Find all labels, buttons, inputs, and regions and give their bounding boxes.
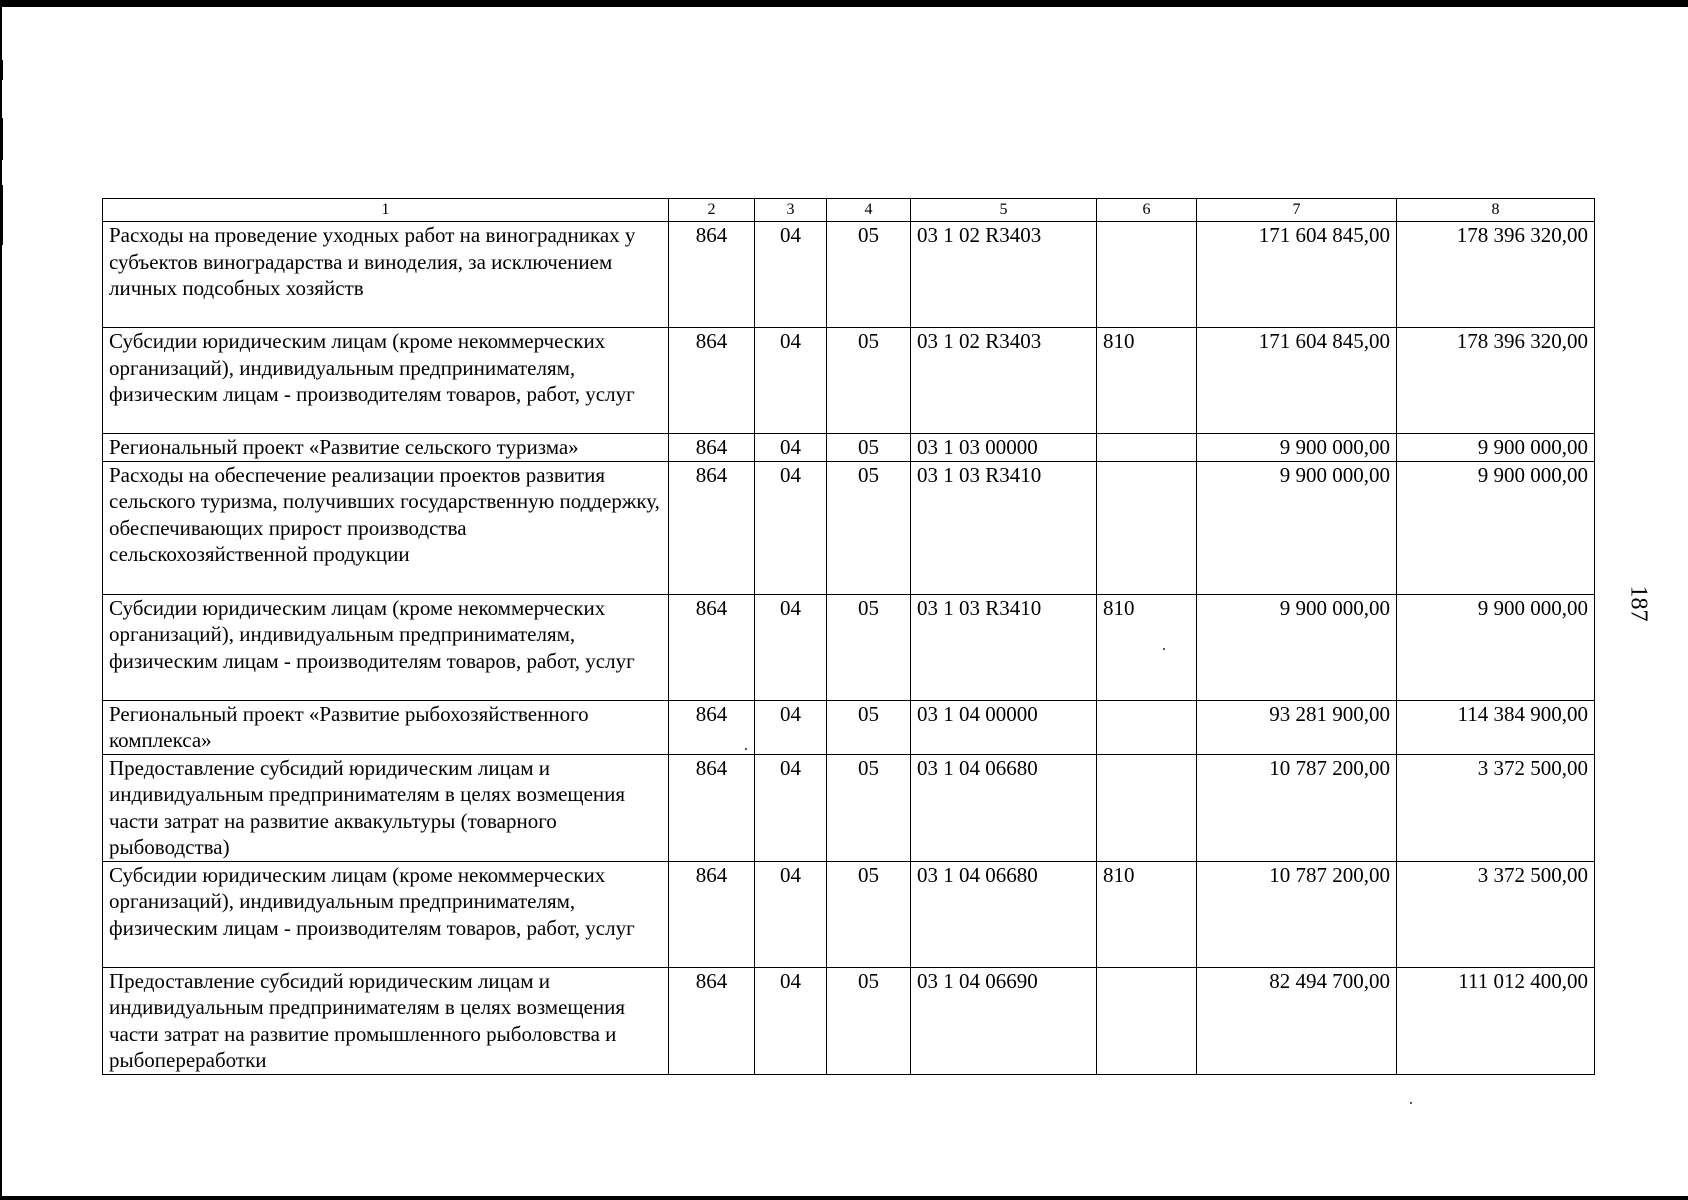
expense-name: Субсидии юридическим лицам (кроме некоммерческих организаций), индивидуальным предпринимателям, физическим лицам - производителям товаров, работ, услуг (103, 594, 669, 700)
target-article-code: 03 1 02 R3403 (911, 222, 1097, 328)
grbs-code: 864 (669, 594, 755, 700)
expense-name: Региональный проект «Развитие рыбохозяйственного комплекса» (103, 700, 669, 754)
table-row (103, 594, 1595, 700)
subsection-code: 05 (827, 328, 911, 434)
expense-type-code (1097, 700, 1197, 754)
expense-type-code (1097, 434, 1197, 462)
scan-border-bottom (0, 1196, 1688, 1200)
section-code: 04 (755, 461, 827, 594)
table-row (103, 434, 1595, 462)
scan-tick (0, 118, 3, 160)
amount-year-1: 10 787 200,00 (1197, 861, 1397, 967)
expense-type-code (1097, 461, 1197, 594)
expense-type-code (1097, 754, 1197, 861)
amount-year-1: 171 604 845,00 (1197, 222, 1397, 328)
column-header: 5 (911, 199, 1097, 222)
scan-border-left (0, 0, 2, 1200)
expense-name: Субсидии юридическим лицам (кроме некоммерческих организаций), индивидуальным предпринимателям, физическим лицам - производителям товаров, работ, услуг (103, 861, 669, 967)
target-article-code: 03 1 03 R3410 (911, 594, 1097, 700)
target-article-code: 03 1 04 06680 (911, 861, 1097, 967)
scan-border-top (0, 0, 1688, 7)
grbs-code: 864 (669, 861, 755, 967)
amount-year-1: 171 604 845,00 (1197, 328, 1397, 434)
expense-name: Расходы на обеспечение реализации проектов развития сельского туризма, получивших государственную поддержку, обеспечивающих прирост производства сельскохозяйственной продукции (103, 461, 669, 594)
section-code: 04 (755, 967, 827, 1074)
section-code: 04 (755, 700, 827, 754)
grbs-code: 864 (669, 328, 755, 434)
table-row (103, 328, 1595, 434)
column-header: 7 (1197, 199, 1397, 222)
amount-year-2: 111 012 400,00 (1397, 967, 1595, 1074)
grbs-code: 864 (669, 700, 755, 754)
section-code: 04 (755, 222, 827, 328)
amount-year-2: 114 384 900,00 (1397, 700, 1595, 754)
expense-name: Субсидии юридическим лицам (кроме некоммерческих организаций), индивидуальным предпринимателям, физическим лицам - производителям товаров, работ, услуг (103, 328, 669, 434)
column-header: 4 (827, 199, 911, 222)
section-code: 04 (755, 754, 827, 861)
amount-year-2: 178 396 320,00 (1397, 328, 1595, 434)
subsection-code: 05 (827, 222, 911, 328)
expense-name: Расходы на проведение уходных работ на виноградниках у субъектов виноградарства и виноделия, за исключением личных подсобных хозяйств (103, 222, 669, 328)
expense-type-code (1097, 967, 1197, 1074)
subsection-code: 05 (827, 700, 911, 754)
table-row (103, 754, 1595, 861)
expense-name: Предоставление субсидий юридическим лицам и индивидуальным предпринимателям в целях возмещения части затрат на развитие промышленного рыболовства и рыбопереработки (103, 967, 669, 1074)
amount-year-2: 3 372 500,00 (1397, 754, 1595, 861)
target-article-code: 03 1 04 06680 (911, 754, 1097, 861)
amount-year-1: 9 900 000,00 (1197, 461, 1397, 594)
column-header: 8 (1397, 199, 1595, 222)
amount-year-2: 9 900 000,00 (1397, 434, 1595, 462)
subsection-code: 05 (827, 594, 911, 700)
budget-table (102, 198, 1595, 1075)
target-article-code: 03 1 03 R3410 (911, 461, 1097, 594)
subsection-code: 05 (827, 461, 911, 594)
expense-type-code: 810 (1097, 861, 1197, 967)
table-row (103, 967, 1595, 1074)
amount-year-2: 9 900 000,00 (1397, 461, 1595, 594)
amount-year-1: 9 900 000,00 (1197, 594, 1397, 700)
target-article-code: 03 1 03 00000 (911, 434, 1097, 462)
amount-year-1: 9 900 000,00 (1197, 434, 1397, 462)
amount-year-1: 82 494 700,00 (1197, 967, 1397, 1074)
grbs-code: 864 (669, 967, 755, 1074)
subsection-code: 05 (827, 754, 911, 861)
scan-tick (0, 185, 3, 245)
section-code: 04 (755, 594, 827, 700)
amount-year-1: 93 281 900,00 (1197, 700, 1397, 754)
section-code: 04 (755, 861, 827, 967)
expense-name: Региональный проект «Развитие сельского туризма» (103, 434, 669, 462)
column-header: 1 (103, 199, 669, 222)
grbs-code: 864 (669, 461, 755, 594)
target-article-code: 03 1 04 00000 (911, 700, 1097, 754)
subsection-code: 05 (827, 967, 911, 1074)
expense-type-code (1097, 222, 1197, 328)
scan-speck (1410, 1102, 1412, 1104)
page-number: 187 (1625, 585, 1652, 622)
table-header-row (103, 199, 1595, 222)
amount-year-2: 9 900 000,00 (1397, 594, 1595, 700)
grbs-code: 864 (669, 222, 755, 328)
grbs-code: 864 (669, 754, 755, 861)
table-row (103, 461, 1595, 594)
amount-year-2: 178 396 320,00 (1397, 222, 1595, 328)
expense-name: Предоставление субсидий юридическим лицам и индивидуальным предпринимателям в целях возмещения части затрат на развитие аквакультуры (товарного рыбоводства) (103, 754, 669, 861)
subsection-code: 05 (827, 861, 911, 967)
target-article-code: 03 1 04 06690 (911, 967, 1097, 1074)
expense-type-code: 810 (1097, 594, 1197, 700)
target-article-code: 03 1 02 R3403 (911, 328, 1097, 434)
column-header: 6 (1097, 199, 1197, 222)
section-code: 04 (755, 434, 827, 462)
amount-year-2: 3 372 500,00 (1397, 861, 1595, 967)
grbs-code: 864 (669, 434, 755, 462)
section-code: 04 (755, 328, 827, 434)
scan-tick (0, 60, 3, 80)
table-row (103, 861, 1595, 967)
table-row (103, 222, 1595, 328)
column-header: 2 (669, 199, 755, 222)
expense-type-code: 810 (1097, 328, 1197, 434)
table-row (103, 700, 1595, 754)
column-header: 3 (755, 199, 827, 222)
amount-year-1: 10 787 200,00 (1197, 754, 1397, 861)
subsection-code: 05 (827, 434, 911, 462)
